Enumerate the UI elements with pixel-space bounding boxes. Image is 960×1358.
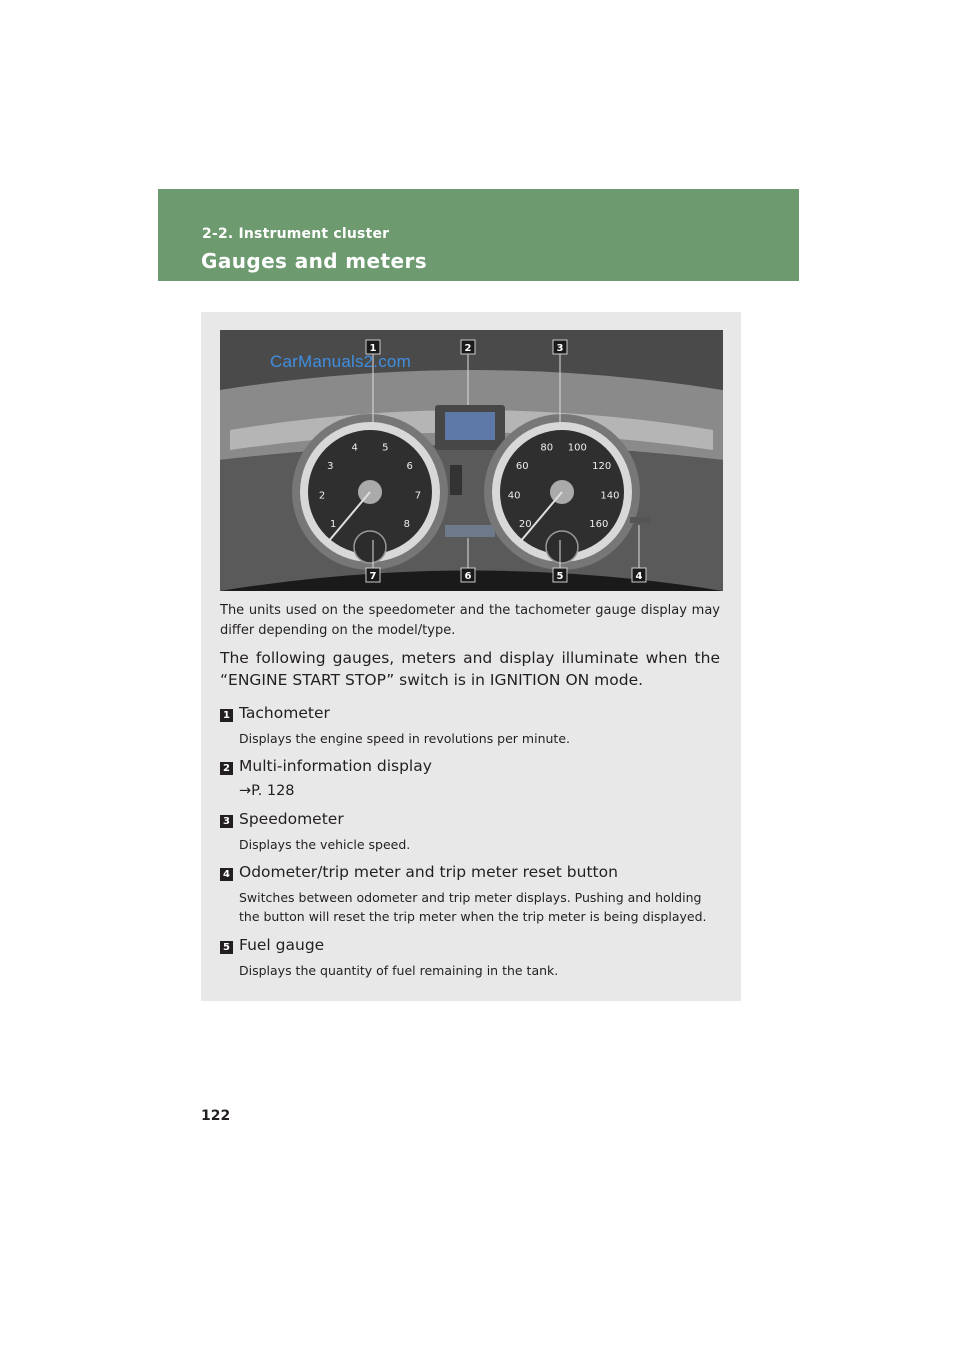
callout-number: 5: [556, 571, 564, 582]
speedometer-dial-label: 20: [518, 518, 532, 530]
item-number-badge: 3: [220, 815, 233, 828]
item-description: Displays the engine speed in revolutions per minute.: [239, 731, 570, 746]
item-description: Switches between odometer and trip meter displays. Pushing and holding the button will reset the trip meter when the trip meter is being displayed.: [239, 890, 707, 924]
content-panel: [201, 312, 741, 1001]
speedometer-dial-label: 60: [515, 461, 529, 472]
tachometer-dial-label: 8: [403, 518, 410, 530]
speedometer-dial-label: 40: [507, 490, 521, 502]
item-page-reference: →P. 128: [239, 783, 295, 799]
speedometer-dial-label: 160: [589, 518, 609, 530]
item-title: Odometer/trip meter and trip meter reset button: [239, 863, 618, 881]
page-number: 122: [201, 1108, 231, 1124]
item-title: Tachometer: [239, 704, 330, 722]
item-description: Displays the quantity of fuel remaining in the tank.: [239, 963, 559, 978]
tachometer-gauge: [292, 414, 448, 570]
tachometer-dial-label: 1: [330, 518, 337, 530]
tachometer-dial-label: 3: [327, 461, 334, 472]
speedometer-dial-label: 140: [600, 490, 620, 502]
speedometer-dial-label: 120: [592, 461, 612, 472]
lead-paragraph: The following gauges, meters and display illuminate when the “ENGINE START STOP” switch is in IGNITION ON mode.: [220, 649, 720, 689]
speedometer-dial-label: 80: [540, 442, 554, 454]
item-number-badge: 1: [220, 709, 233, 722]
section-header: [158, 189, 799, 281]
speedometer-dial-label: 100: [567, 442, 587, 454]
tachometer-dial-label: 6: [406, 461, 413, 472]
callout-number: 4: [635, 571, 643, 582]
item-number-badge: 5: [220, 941, 233, 954]
section-label: 2-2. Instrument cluster: [202, 226, 390, 242]
item-title: Speedometer: [239, 810, 344, 828]
units-note: The units used on the speedometer and the tachometer gauge display may differ depending on the model/type.: [220, 603, 720, 638]
item-number-badge: 4: [220, 868, 233, 881]
item-title: Multi-information display: [239, 757, 432, 775]
callout-number: 3: [556, 343, 564, 354]
instrument-cluster-photo: [220, 330, 723, 591]
callout-number: 6: [464, 571, 472, 582]
item-title: Fuel gauge: [239, 936, 325, 954]
item-number-badge: 2: [220, 762, 233, 775]
tachometer-dial-label: 2: [318, 490, 326, 502]
callout-number: 1: [369, 343, 377, 354]
watermark-text: CarManuals2.com: [270, 352, 411, 371]
page-title: Gauges and meters: [201, 249, 428, 273]
item-description: Displays the vehicle speed.: [239, 837, 411, 852]
tachometer-dial-label: 7: [414, 490, 422, 502]
tachometer-dial-label: 5: [382, 442, 389, 454]
tachometer-dial-label: 4: [351, 442, 358, 454]
callout-number: 7: [369, 571, 377, 582]
callout-number: 2: [464, 343, 472, 354]
